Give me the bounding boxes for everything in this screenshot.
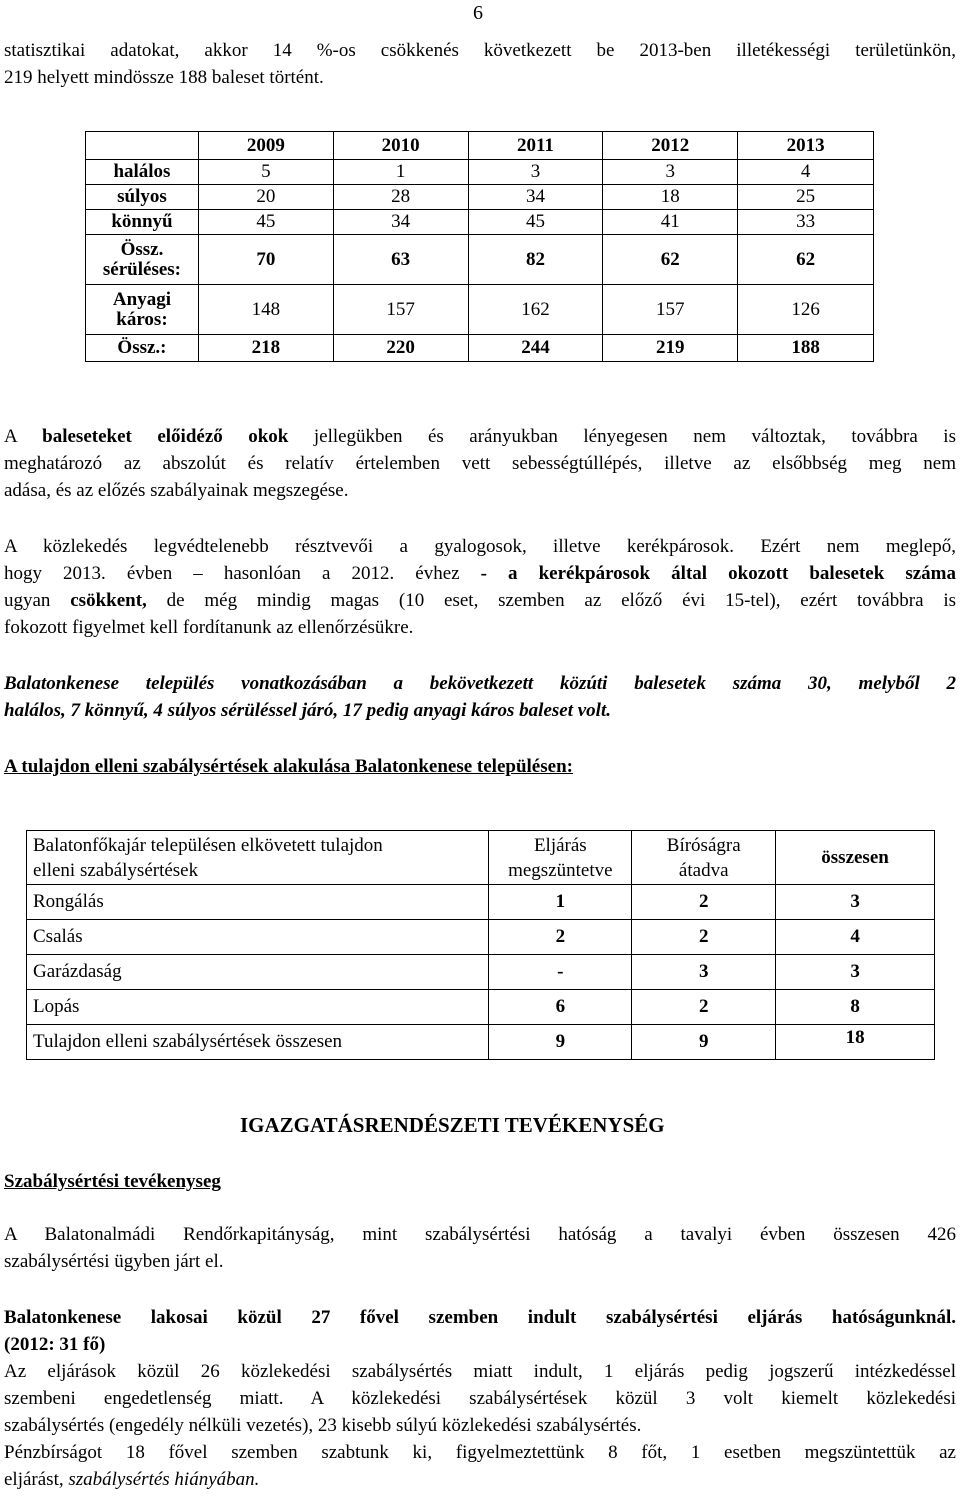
table-cell: 162 [468,285,603,335]
row-label-line: Anyagi [112,288,171,310]
row-label: súlyos [86,185,199,210]
table-header-row [86,132,874,160]
paragraph-line: Balatonkenese lakosai közül 27 fővel szemben indult szabálysértési eljárás hatóságunknál. [4,1307,956,1328]
table-total-row [27,1025,935,1060]
table-cell: 1 [333,160,468,185]
row-label: könnyű [86,210,199,235]
balatonkenese-summary [4,670,956,724]
table-cell: 5 [198,160,333,185]
paragraph-line: adása, és az előzés szabályainak megszegése. [4,480,349,501]
paragraph-line: fokozott figyelmet kell fordítanunk az ellenőrzésükre. [4,617,414,638]
paragraph-line [4,560,956,587]
text-run: ugyan [4,590,71,611]
table-cell: 18 [776,1025,935,1060]
section-title: IGAZGATÁSRENDÉSZETI TEVÉKENYSÉG [240,1113,665,1137]
paragraph-line: (2012: 31 fő) [4,1334,106,1355]
cyclists-paragraph [4,533,956,641]
column-header: összesen [776,831,935,885]
row-label [86,285,199,335]
paragraph-line: Balatonkenese település vonatkozásában a bekövetkezett közúti balesetek száma 30, melyből 2 [4,673,956,694]
row-label [86,235,199,285]
header-line: Eljárás [533,834,587,856]
table-cell: 3 [603,160,738,185]
row-label: Össz.: [86,335,199,362]
table-cell: 6 [489,990,632,1025]
year-header: 2010 [333,132,468,160]
table-cell: 2 [489,920,632,955]
year-header: 2013 [738,132,874,160]
header-line: Balatonfőkajár településen elkövetett tulajdon [33,834,383,856]
table-cell: 20 [198,185,333,210]
table-row [86,235,874,285]
row-label: halálos [86,160,199,185]
row-label: Tulajdon elleni szabálysértések összesen [27,1025,489,1060]
text-run: eljárást, [4,1469,69,1490]
header-line: megszüntetve [508,859,613,881]
table-cell: 63 [333,235,468,285]
table-cell: 148 [198,285,333,335]
causes-paragraph [4,423,956,504]
table-cell: 157 [603,285,738,335]
row-label-line: káros: [116,308,168,330]
column-header [27,831,489,885]
text-run: hogy 2013. évben – hasonlóan a 2012. évhez [4,563,481,584]
text-run: de még mindig magas (10 eset, szemben az előző évi 15-tel), ezért továbbra is [146,590,956,611]
table-cell: 2 [632,885,776,920]
table-cell: 2 [632,990,776,1025]
text-run: jellegükben és arányukban lényegesen nem változtak, továbbra is [288,426,956,447]
paragraph-line: A közlekedés legvédtelenebb résztvevői a gyalogosok, illetve kerékpárosok. Ezért nem meglepő, [4,536,956,557]
table-row [86,160,874,185]
paragraph-line: halálos, 7 könnyű, 4 súlyos sérüléssel járó, 17 pedig anyagi káros baleset volt. [4,700,611,721]
header-line: Bíróságra [666,834,741,856]
year-header: 2011 [468,132,603,160]
property-offences-table [26,830,935,1060]
table-header-row [27,831,935,885]
column-header [632,831,776,885]
table-row [27,920,935,955]
paragraph-line [4,423,956,450]
table-cell: 8 [776,990,935,1025]
table-cell: 34 [468,185,603,210]
row-label-line: Össz. [120,238,164,260]
proceedings-paragraph [4,1304,956,1493]
table-cell: 18 [603,185,738,210]
paragraph-line: Az eljárások közül 26 közlekedési szabálysértés miatt indult, 1 eljárás pedig jogszerű intézkedéssel [4,1361,956,1382]
table-cell: 1 [489,885,632,920]
header-line: átadva [678,859,729,881]
paragraph-line: szembeni engedetlenség miatt. A közlekedési szabálysértések közül 3 volt kiemelt közlekedési [4,1388,956,1409]
year-header: 2009 [198,132,333,160]
year-header: 2012 [603,132,738,160]
paragraph-line: meghatározó az abszolút és relatív értelemben vett sebességtúllépés, illetve az elsőbbség meg nem [4,453,956,474]
column-header [489,831,632,885]
paragraph-line: Pénzbírságot 18 fővel szemben szabtunk ki, figyelmeztettünk 8 főt, 1 esetben megszüntettük az [4,1442,956,1463]
table-row [27,955,935,990]
table-cell: 28 [333,185,468,210]
row-label: Garázdaság [27,955,489,990]
table-cell: 41 [603,210,738,235]
table-corner-cell [86,132,199,160]
paragraph-line [4,587,956,614]
table-cell: 45 [198,210,333,235]
bold-text: - a kerékpárosok által okozott balesetek száma [480,563,956,584]
table-cell: 220 [333,335,468,362]
bold-text: csökkent, [70,590,147,611]
authority-paragraph [4,1221,956,1275]
intro-line: statisztikai adatokat, akkor 14 %-os csökkenés következett be 2013-ben illetékességi területünkön, [4,40,956,61]
table-row [86,210,874,235]
paragraph-line: A Balatonalmádi Rendőrkapitányság, mint szabálysértési hatóság a tavalyi évben összesen 426 [4,1224,956,1245]
table-cell: 157 [333,285,468,335]
table-cell: 3 [468,160,603,185]
table-row [27,990,935,1025]
table-cell: 82 [468,235,603,285]
table-cell: 9 [632,1025,776,1060]
table-row [27,885,935,920]
table-cell: 4 [776,920,935,955]
table-cell: 2 [632,920,776,955]
table-cell: 126 [738,285,874,335]
table-cell: 244 [468,335,603,362]
bold-text: baleseteket előidéző okok [42,426,289,447]
table-cell: 3 [632,955,776,990]
row-label: Lopás [27,990,489,1025]
header-line: elleni szabálysértések [33,859,199,881]
table-cell: 4 [738,160,874,185]
table-cell: 62 [738,235,874,285]
table-cell: 219 [603,335,738,362]
table-row [86,285,874,335]
table-cell: 3 [776,885,935,920]
paragraph-line: szabálysértés (engedély nélküli vezetés), 23 kisebb súlyú közlekedési szabálysértés. [4,1415,642,1436]
table-cell: 25 [738,185,874,210]
table-cell: 218 [198,335,333,362]
table-cell: 70 [198,235,333,285]
table-row [86,185,874,210]
text-run: A [4,426,43,447]
page-number: 6 [473,2,483,24]
intro-paragraph [4,37,956,91]
paragraph-line [4,1466,956,1493]
table-cell: 188 [738,335,874,362]
property-offences-heading: A tulajdon elleni szabálysértések alakulása Balatonkenese településen: [4,756,573,777]
table-cell: 34 [333,210,468,235]
accident-statistics-table [85,131,874,362]
row-label-line: sérüléses: [102,258,181,280]
table-cell: 9 [489,1025,632,1060]
row-label: Rongálás [27,885,489,920]
italic-text: szabálysértés hiányában. [68,1469,260,1490]
table-cell: 62 [603,235,738,285]
table-cell: 33 [738,210,874,235]
subsection-title: Szabálysértési tevékenyseg [4,1171,221,1192]
table-cell: - [489,955,632,990]
table-cell: 45 [468,210,603,235]
intro-line: 219 helyett mindössze 188 baleset történt. [4,67,324,88]
paragraph-line: szabálysértési ügyben járt el. [4,1251,224,1272]
row-label: Csalás [27,920,489,955]
table-total-row [86,335,874,362]
table-cell: 3 [776,955,935,990]
